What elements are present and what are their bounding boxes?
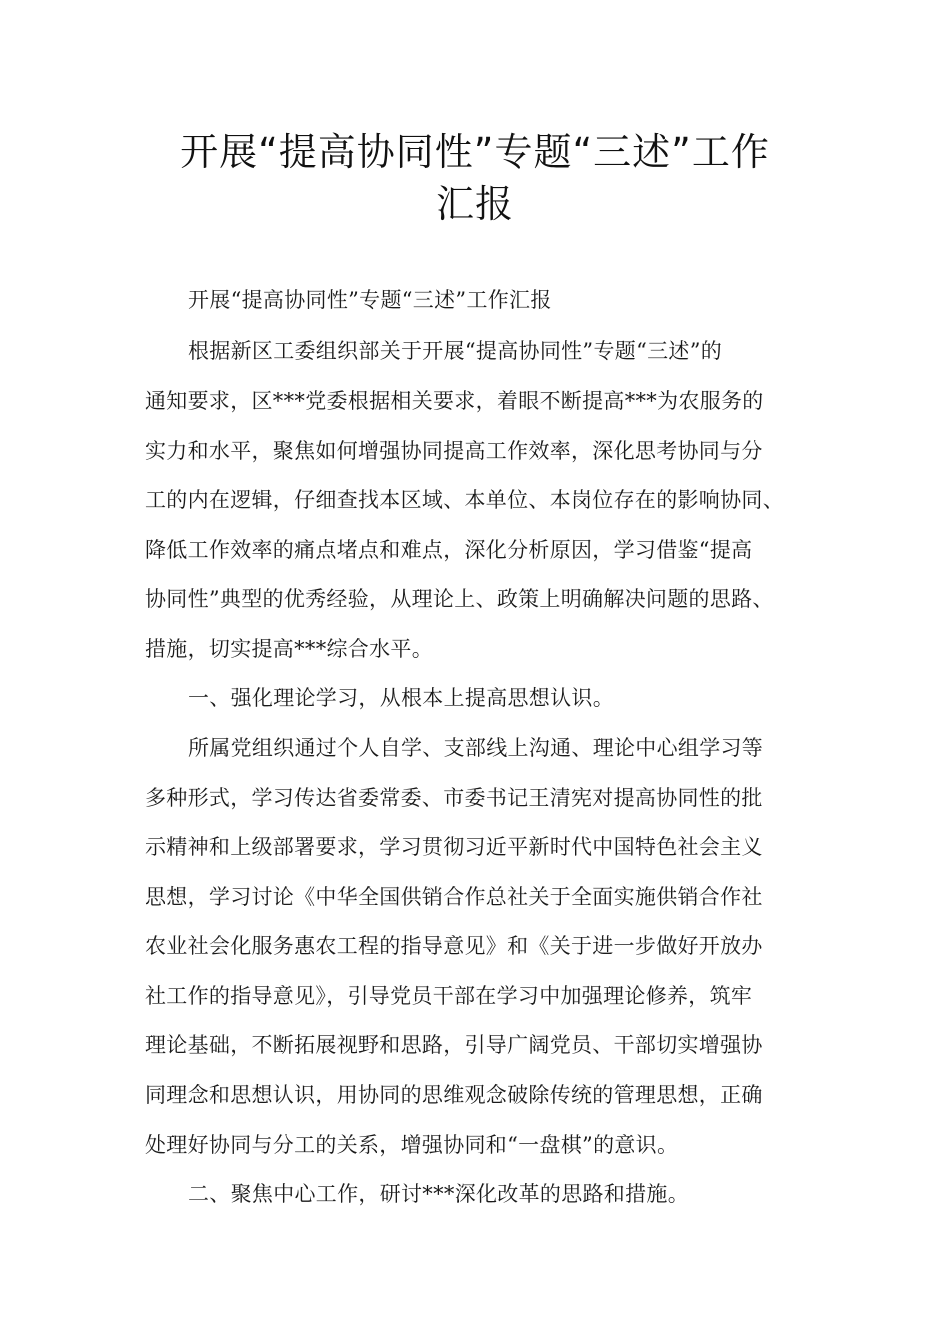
section-heading-2: 二、聚焦中心工作，研讨***深化改革的思路和措施。 xyxy=(188,1182,689,1206)
title-line-2: 汇报 xyxy=(435,182,514,226)
paragraph-line: 示精神和上级部署要求，学习贯彻习近平新时代中国特色社会主义 xyxy=(145,835,763,859)
paragraph-line: 社工作的指导意见》，引导党员干部在学习中加强理论修养，筑牢 xyxy=(145,984,753,1008)
paragraph-line: 降低工作效率的痛点堵点和难点，深化分析原因，学习借鉴“提高 xyxy=(145,538,753,562)
paragraph-line: 所属党组织通过个人自学、支部线上沟通、理论中心组学习等 xyxy=(188,736,764,760)
section-heading-1: 一、强化理论学习，从根本上提高思想认识。 xyxy=(188,686,614,710)
document-title xyxy=(100,126,850,230)
paragraph-line: 根据新区工委组织部关于开展“提高协同性”专题“三述”的 xyxy=(188,339,723,363)
subtitle-line: 开展“提高协同性”专题“三述”工作汇报 xyxy=(188,288,552,312)
paragraph-line: 实力和水平，聚焦如何增强协同提高工作效率，深化思考协同与分 xyxy=(145,439,763,463)
paragraph-line: 思想，学习讨论《中华全国供销合作总社关于全面实施供销合作社 xyxy=(145,885,763,909)
paragraph-line: 工的内在逻辑，仔细查找本区域、本单位、本岗位存在的影响协同、 xyxy=(145,488,784,512)
paragraph-line: 处理好协同与分工的关系，增强协同和“一盘棋”的意识。 xyxy=(145,1133,679,1157)
paragraph-line: 措施，切实提高***综合水平。 xyxy=(145,637,433,661)
paragraph-line: 协同性”典型的优秀经验，从理论上、政策上明确解决问题的思路、 xyxy=(145,587,774,611)
paragraph-line: 通知要求，区***党委根据相关要求，着眼不断提高***为农服务的 xyxy=(145,389,764,413)
title-line-1: 开展“提高协同性”专题“三述”工作 xyxy=(180,130,770,174)
paragraph-line: 农业社会化服务惠农工程的指导意见》和《关于进一步做好开放办 xyxy=(145,934,763,958)
paragraph-line: 理论基础，不断拓展视野和思路，引导广阔党员、干部切实增强协 xyxy=(145,1033,763,1057)
paragraph-line: 多种形式，学习传达省委常委、市委书记王清宪对提高协同性的批 xyxy=(145,786,763,810)
paragraph-line: 同理念和思想认识，用协同的思维观念破除传统的管理思想，正确 xyxy=(145,1083,763,1107)
